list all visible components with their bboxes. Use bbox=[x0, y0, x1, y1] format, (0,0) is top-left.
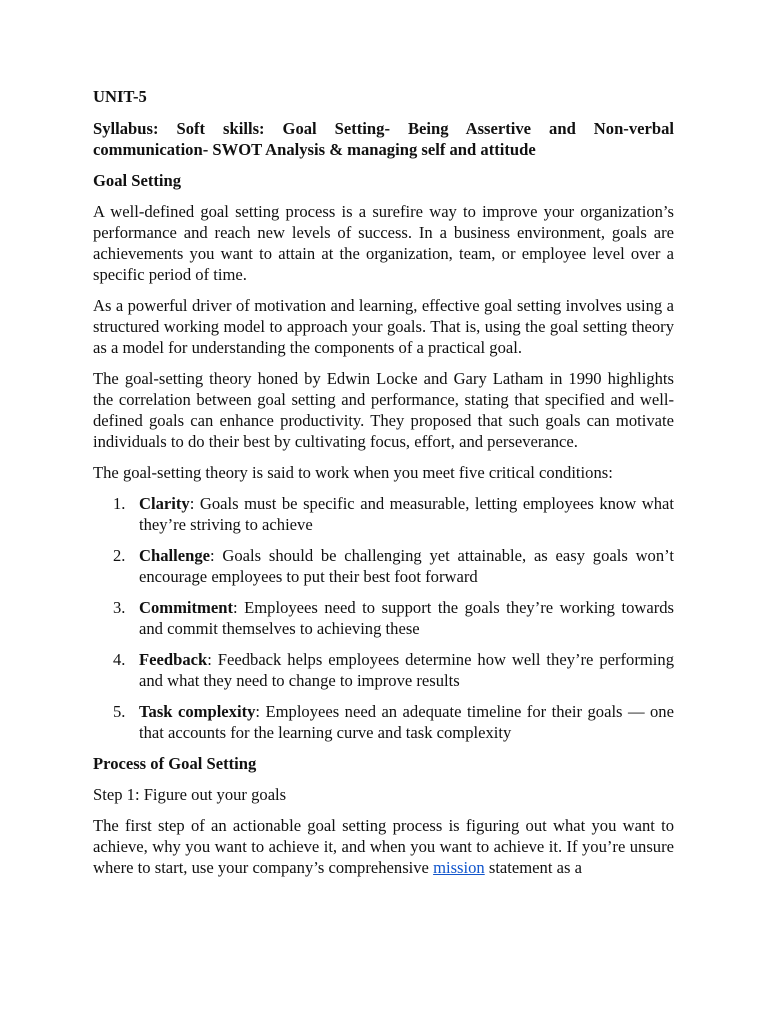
process-heading: Process of Goal Setting bbox=[93, 754, 257, 773]
list-text: : Goals should be challenging yet attainable, as easy goals won’t encourage employees to put their best foot forward bbox=[139, 546, 674, 586]
list-number: 2. bbox=[113, 546, 126, 565]
goal-setting-heading: Goal Setting bbox=[93, 171, 182, 190]
list-number: 4. bbox=[113, 650, 126, 669]
list-term: Feedback bbox=[139, 650, 208, 669]
list-item-feedback bbox=[93, 649, 674, 691]
step-1-label: Step 1: Figure out your goals bbox=[93, 785, 287, 804]
conditions-list bbox=[93, 493, 674, 743]
list-item-commitment bbox=[93, 597, 674, 639]
list-item-task-complexity bbox=[93, 701, 674, 743]
step-1-text-tail: statement as a bbox=[484, 858, 582, 877]
syllabus-line: Syllabus: Soft skills: Goal Setting- Being Assertive and Non-verbal communication- SWOT Analysis & managing self and attitude bbox=[93, 119, 674, 159]
list-number: 1. bbox=[113, 494, 126, 513]
list-item-clarity bbox=[93, 493, 674, 535]
list-term: Task complexity bbox=[139, 702, 256, 721]
list-item-challenge bbox=[93, 545, 674, 587]
paragraph-motivation: As a powerful driver of motivation and learning, effective goal setting involves using a structured working model to approach your goals. That is, using the goal setting theory as a model for understanding the components of a practical goal. bbox=[93, 296, 674, 357]
list-number: 3. bbox=[113, 598, 126, 617]
paragraph-step-1 bbox=[93, 815, 674, 878]
list-term: Commitment bbox=[139, 598, 234, 617]
paragraph-intro: A well-defined goal setting process is a surefire way to improve your organization’s performance and reach new levels of success. In a business environment, goals are achievements you want to attain at the organization, team, or employee level over a specific period of time. bbox=[93, 202, 674, 284]
list-term: Clarity bbox=[139, 494, 190, 513]
unit-title: UNIT-5 bbox=[93, 87, 147, 106]
step-1-text: The first step of an actionable goal setting process is figuring out what you want to achieve, why you want to achieve it, and when you want to achieve it. If you’re unsure where to start, use your company’s comprehensive bbox=[93, 816, 674, 877]
list-number: 5. bbox=[113, 702, 126, 721]
list-text: : Employees need an adequate timeline for their goals — one that accounts for the learning curve and task complexity bbox=[139, 702, 674, 742]
list-text: : Feedback helps employees determine how well they’re performing and what they need to change to improve results bbox=[139, 650, 674, 690]
list-term: Challenge bbox=[139, 546, 210, 565]
mission-link[interactable]: mission bbox=[433, 858, 485, 877]
list-text: : Employees need to support the goals they’re working towards and commit themselves to achieving these bbox=[139, 598, 674, 638]
paragraph-theory: The goal-setting theory honed by Edwin Locke and Gary Latham in 1990 highlights the correlation between goal setting and performance, stating that specified and well-defined goals can enhance productivity. They proposed that such goals can motivate individuals to do their best by cultivating focus, effort, and perseverance. bbox=[93, 369, 674, 451]
list-text: : Goals must be specific and measurable, letting employees know what they’re striving to achieve bbox=[139, 494, 674, 534]
paragraph-conditions-intro: The goal-setting theory is said to work when you meet five critical conditions: bbox=[93, 463, 613, 482]
